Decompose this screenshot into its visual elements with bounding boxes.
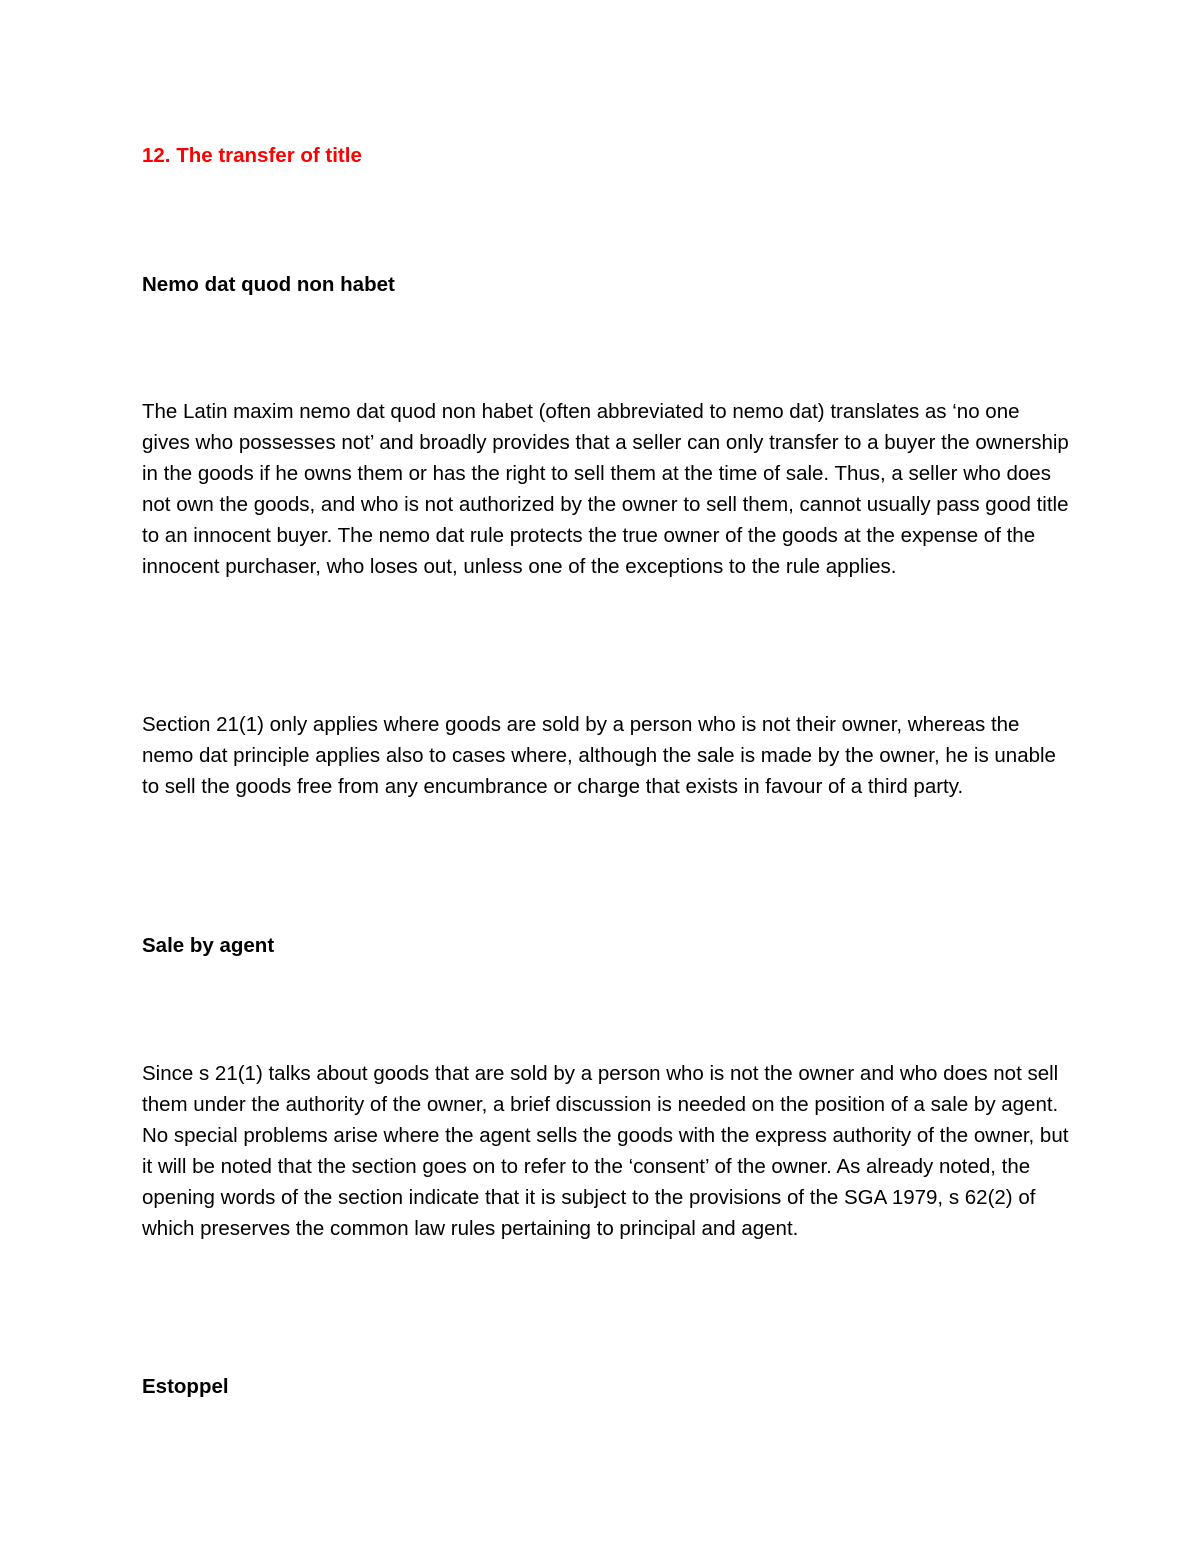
paragraph-nemo-dat-maxim: The Latin maxim nemo dat quod non habet (often abbreviated to nemo dat) translates as ‘no one gives who possesses not’ and broadly provides that a seller can only transfer to a buyer the ownership in the goods if he owns them or has the right to sell them at the time of sale. Thus, a seller who does not own the goods, and who is not authorized by the owner to sell them, cannot usually pass good title to an innocent buyer. The nemo dat rule protects the true owner of the goods at the expense of the innocent purchaser, who loses out, unless one of the exceptions to the rule applies. — [142, 400, 1069, 578]
section-heading-estoppel: Estoppel — [142, 1375, 229, 1398]
document-title: 12. The transfer of title — [142, 144, 362, 167]
paragraph-sale-by-agent: Since s 21(1) talks about goods that are sold by a person who is not the owner and who does not sell them under the authority of the owner, a brief discussion is needed on the position of a sale by agent. No special problems arise where the agent sells the goods with the express authority of the owner, but it will be noted that the section goes on to refer to the ‘consent’ of the owner. As already noted, the opening words of the section indicate that it is subject to the provisions of the SGA 1979, s 62(2) of which preserves the common law rules pertaining to principal and agent. — [142, 1062, 1069, 1240]
section-heading-sale-by-agent: Sale by agent — [142, 934, 275, 957]
paragraph-section-21: Section 21(1) only applies where goods are sold by a person who is not their owner, whereas the nemo dat principle applies also to cases where, although the sale is made by the owner, he is unable to sell the goods free from any encumbrance or charge that exists in favour of a third party. — [142, 713, 1056, 798]
section-heading-nemo-dat: Nemo dat quod non habet — [142, 273, 395, 296]
